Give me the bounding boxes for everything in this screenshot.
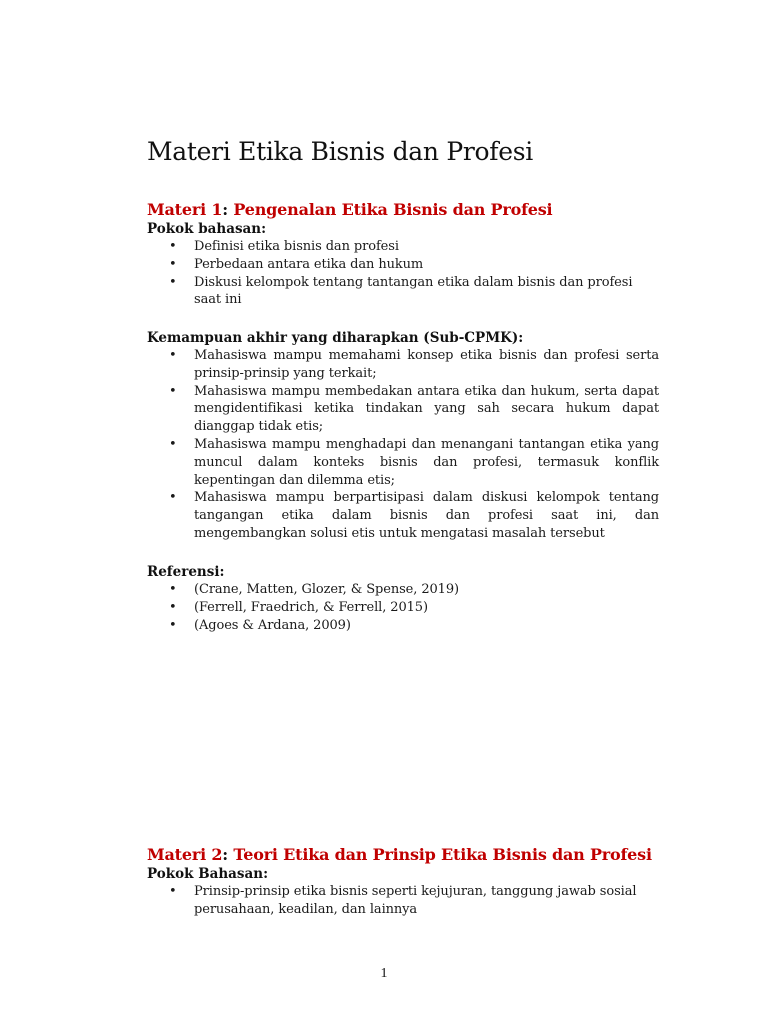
materi-2-topic: Teori Etika dan Prinsip Etika Bisnis dan Profesi	[233, 845, 652, 864]
list-item: • (Crane, Matten, Glozer, & Spense, 2019)	[169, 582, 459, 597]
materi-1-referensi-list	[147, 581, 659, 634]
materi-2-colon: :	[222, 845, 228, 864]
materi-1-section	[147, 200, 659, 309]
materi-1-label: Materi 1	[147, 200, 223, 219]
page-number: 1	[380, 966, 388, 981]
list-item: • (Ferrell, Fraedrich, & Ferrell, 2015)	[169, 599, 428, 615]
list-item: • Mahasiswa mampu berpartisipasi dalam diskusi kelompok tentang tangangan etika dalam bisnis dan profesi saat ini, dan mengembangkan solusi etis untuk mengatasi masalah tersebut	[169, 490, 659, 541]
list-item: • Mahasiswa mampu membedakan antara etika dan hukum, serta dapat mengidentifikasi ketika tindakan yang sah secara hukum dapat dianggap tidak etis;	[169, 383, 659, 435]
materi-2-heading	[147, 845, 659, 865]
list-item: • (Agoes & Ardana, 2009)	[169, 617, 351, 633]
list-item: • Prinsip-prinsip etika bisnis seperti kejujuran, tanggung jawab sosial perusahaan, keadilan, dan lainnya	[169, 884, 637, 917]
materi-1-pokok-list	[147, 238, 659, 309]
materi-2-section	[147, 845, 659, 919]
materi-2-pokok-list	[147, 883, 659, 919]
materi-1-pokok-label: Pokok bahasan:	[147, 221, 267, 237]
materi-1-topic: Pengenalan Etika Bisnis dan Profesi	[233, 200, 553, 219]
list-item: • Definisi etika bisnis dan profesi	[169, 239, 399, 254]
materi-1-kemampuan-list	[147, 347, 659, 543]
materi-2-pokok-label: Pokok Bahasan:	[147, 866, 269, 882]
materi-2-label: Materi 2	[147, 845, 223, 864]
list-item: • Mahasiswa mampu memahami konsep etika bisnis dan profesi serta prinsip-prinsip yang terkait;	[169, 348, 659, 381]
materi-1-referensi-label: Referensi:	[147, 564, 225, 580]
materi-1-heading	[147, 200, 659, 220]
materi-1-referensi-section	[147, 563, 659, 634]
list-item: • Perbedaan antara etika dan hukum	[169, 256, 424, 272]
materi-1-kemampuan-label: Kemampuan akhir yang diharapkan (Sub-CPMK):	[147, 330, 524, 346]
list-item: • Mahasiswa mampu menghadapi dan menangani tantangan etika yang muncul dalam konteks bisnis dan profesi, termasuk konflik kepentingan dan dilemma etis;	[169, 436, 659, 488]
list-item: • Diskusi kelompok tentang tantangan etika dalam bisnis dan profesi saat ini	[169, 274, 633, 308]
materi-1-kemampuan-section	[147, 329, 659, 543]
materi-1-colon: :	[222, 200, 228, 219]
document-title: Materi Etika Bisnis dan Profesi	[147, 137, 533, 166]
